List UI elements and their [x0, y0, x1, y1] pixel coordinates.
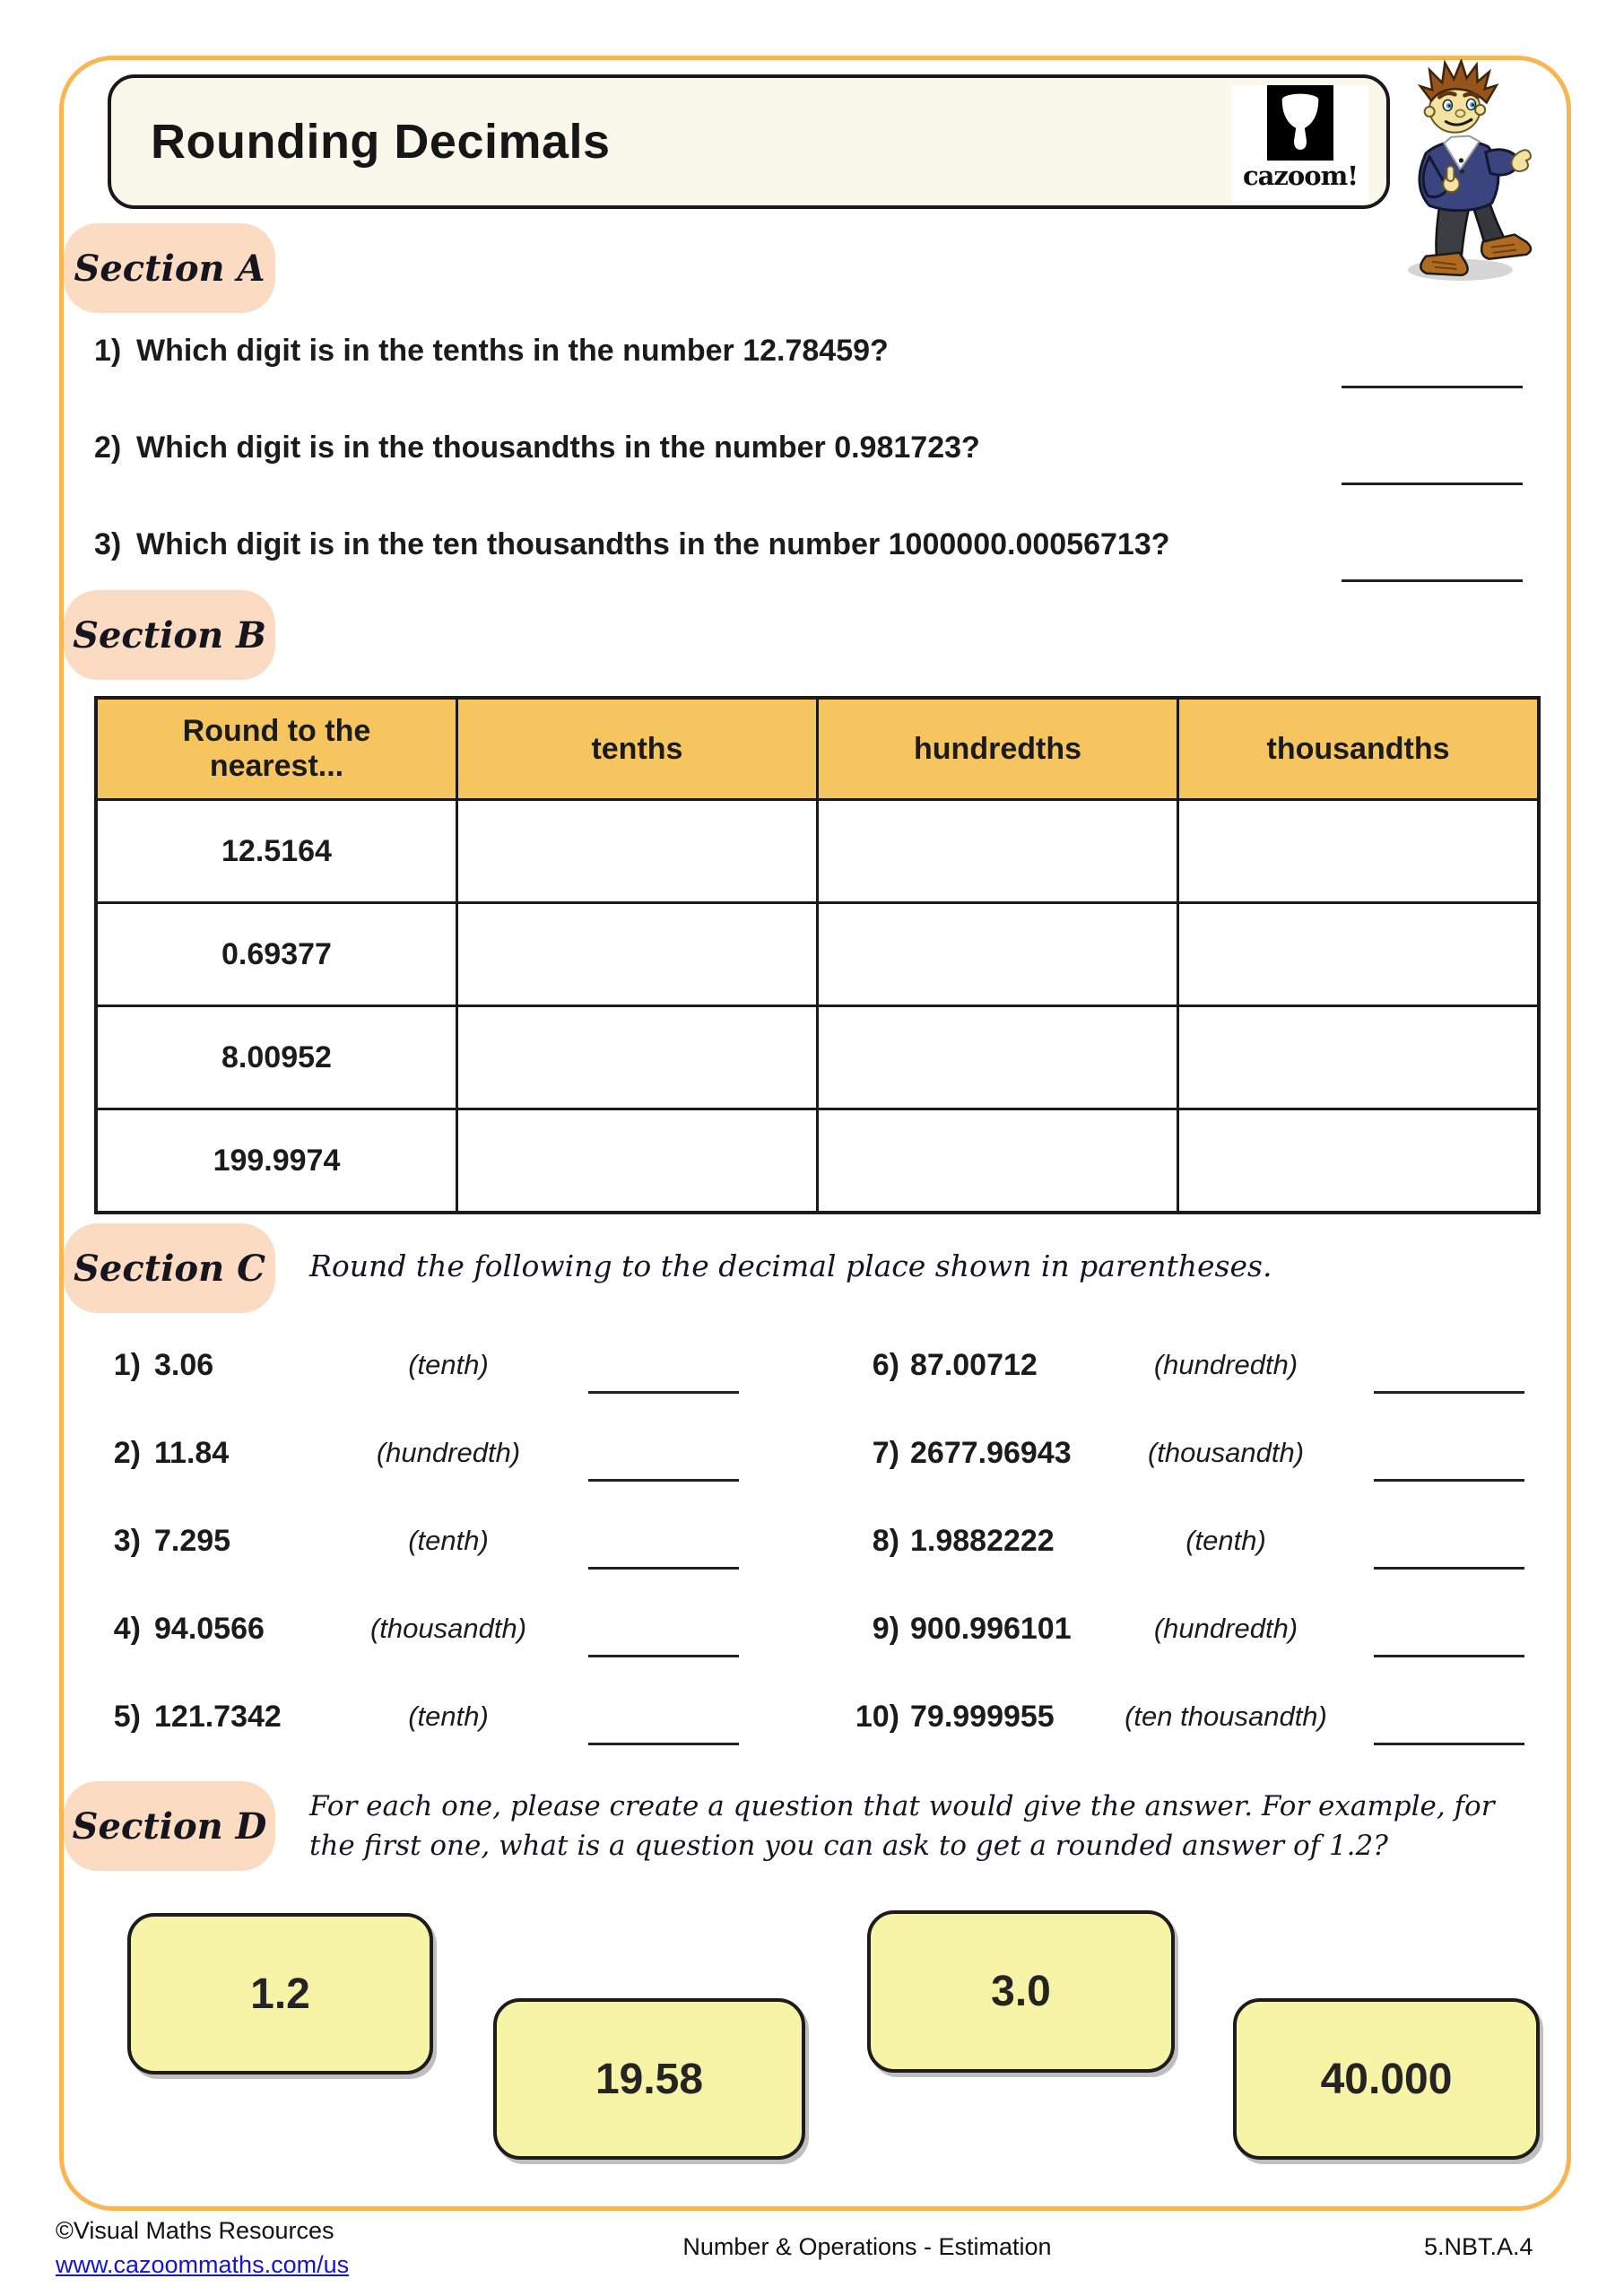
- answer-blank-c5[interactable]: [588, 1743, 739, 1745]
- item-value: 94.0566: [154, 1612, 265, 1646]
- item-place: (tenth): [408, 1349, 489, 1380]
- answer-blank-c9[interactable]: [1374, 1655, 1524, 1657]
- cazoom-brand-text: cazoom!: [1242, 161, 1359, 191]
- question-number: 2): [94, 430, 122, 465]
- table-row: [96, 903, 1539, 1006]
- answer-blank-c6[interactable]: [1374, 1391, 1524, 1394]
- question-text: Which digit is in the ten thousandths in the number 1000000.00056713?: [136, 527, 1170, 561]
- answer-blank-c4[interactable]: [588, 1655, 739, 1657]
- answer-cell[interactable]: [1178, 1006, 1539, 1109]
- answer-card-3[interactable]: 3.0: [867, 1910, 1175, 2073]
- rounding-table: [94, 696, 1541, 1214]
- answer-blank-c8[interactable]: [1374, 1567, 1524, 1570]
- answer-cell[interactable]: [817, 800, 1177, 903]
- item-place: (hundredth): [1153, 1349, 1298, 1380]
- section-c-label: Section C: [64, 1223, 275, 1313]
- section-d-instruction-line2: the first one, what is a question you can ask to get a rounded answer of 1.2?: [309, 1830, 1388, 1862]
- cazoom-website-link[interactable]: www.cazoommaths.com/us: [56, 2251, 350, 2278]
- table-row-value: 0.69377: [96, 903, 456, 1006]
- copyright-text: ©Visual Maths Resources: [56, 2217, 334, 2244]
- item-value: 121.7342: [154, 1700, 282, 1734]
- question-a2: [94, 427, 1314, 468]
- table-header-hundredths: hundredths: [817, 698, 1177, 800]
- item-place: (hundredth): [376, 1437, 521, 1468]
- item-place: (ten thousandth): [1125, 1700, 1327, 1732]
- standard-code: 5.NBT.A.4: [1424, 2233, 1533, 2260]
- section-d-instruction: [309, 1787, 1565, 1866]
- table-row: [96, 800, 1539, 903]
- answer-cell[interactable]: [1178, 1109, 1539, 1213]
- cazoom-logo: [1232, 85, 1368, 204]
- table-row: [96, 1109, 1539, 1213]
- section-c-instruction: Round the following to the decimal place shown in parentheses.: [309, 1248, 1272, 1283]
- answer-blank-c3[interactable]: [588, 1567, 739, 1570]
- item-number: 9): [872, 1612, 899, 1646]
- question-text: Which digit is in the tenths in the number 12.78459?: [136, 334, 889, 368]
- item-place: (thousandth): [369, 1613, 527, 1644]
- answer-blank-a3[interactable]: [1342, 579, 1523, 582]
- table-row-value: 8.00952: [96, 1006, 456, 1109]
- question-number: 1): [94, 334, 122, 368]
- answer-cell[interactable]: [1178, 903, 1539, 1006]
- table-header-row: [96, 698, 1539, 800]
- item-number: 6): [872, 1348, 899, 1382]
- student-mascot-illustration: [1388, 59, 1545, 285]
- item-value: 1.9882222: [910, 1524, 1055, 1558]
- answer-blank-c7[interactable]: [1374, 1479, 1524, 1482]
- item-number: 1): [113, 1348, 141, 1382]
- answer-cell[interactable]: [817, 1006, 1177, 1109]
- answer-cell[interactable]: [456, 1006, 817, 1109]
- table-header-round-to: Round to the nearest...: [96, 698, 456, 800]
- table-header-tenths: tenths: [456, 698, 817, 800]
- item-place: (thousandth): [1147, 1437, 1305, 1468]
- item-value: 3.06: [154, 1348, 214, 1382]
- item-number: 7): [872, 1436, 899, 1470]
- footer-topic-text: Number & Operations - Estimation: [682, 2233, 1052, 2260]
- item-value: 2677.96943: [910, 1436, 1072, 1470]
- item-value: 11.84: [154, 1436, 230, 1470]
- answer-card-1[interactable]: 1.2: [127, 1913, 433, 2074]
- item-number: 2): [113, 1436, 141, 1470]
- answer-card-4[interactable]: 40.000: [1233, 1998, 1540, 2160]
- answer-cell[interactable]: [456, 1109, 817, 1213]
- table-row-value: 12.5164: [96, 800, 456, 903]
- answer-blank-c10[interactable]: [1374, 1743, 1524, 1745]
- table-row-value: 199.9974: [96, 1109, 456, 1213]
- table-header-thousandths: thousandths: [1178, 698, 1539, 800]
- section-d-instruction-line1: For each one, please create a question that would give the answer. For example, for: [309, 1790, 1495, 1822]
- title-box: [108, 74, 1390, 209]
- item-number: 3): [113, 1524, 141, 1558]
- item-value: 87.00712: [910, 1348, 1038, 1382]
- question-text: Which digit is in the thousandths in the number 0.981723?: [136, 430, 980, 465]
- item-place: (tenth): [1185, 1525, 1266, 1556]
- table-row: [96, 1006, 1539, 1109]
- question-a1: [94, 330, 1314, 371]
- question-number: 3): [94, 527, 122, 561]
- page-title: Rounding Decimals: [151, 115, 611, 169]
- item-value: 79.999955: [910, 1700, 1055, 1734]
- answer-cell[interactable]: [1178, 800, 1539, 903]
- answer-blank-a2[interactable]: [1342, 483, 1523, 485]
- item-number: 10): [855, 1700, 899, 1734]
- section-b-label: Section B: [64, 590, 275, 680]
- item-value: 7.295: [154, 1524, 231, 1558]
- section-d-label: Section D: [64, 1781, 275, 1871]
- answer-card-2[interactable]: 19.58: [493, 1998, 805, 2160]
- answer-blank-c1[interactable]: [588, 1391, 739, 1394]
- answer-cell[interactable]: [817, 903, 1177, 1006]
- question-a3: [94, 524, 1314, 565]
- answer-cell[interactable]: [817, 1109, 1177, 1213]
- item-place: (tenth): [408, 1525, 489, 1556]
- answer-cell[interactable]: [456, 800, 817, 903]
- item-place: (tenth): [408, 1700, 489, 1732]
- cazoom-goblet-icon: [1267, 85, 1333, 161]
- item-place: (hundredth): [1153, 1613, 1298, 1644]
- answer-blank-c2[interactable]: [588, 1479, 739, 1482]
- answer-blank-a1[interactable]: [1342, 386, 1523, 388]
- section-a-label: Section A: [64, 223, 275, 313]
- item-value: 900.996101: [910, 1612, 1072, 1646]
- answer-cell[interactable]: [456, 903, 817, 1006]
- item-number: 5): [113, 1700, 141, 1734]
- item-number: 8): [872, 1524, 899, 1558]
- item-number: 4): [113, 1612, 141, 1646]
